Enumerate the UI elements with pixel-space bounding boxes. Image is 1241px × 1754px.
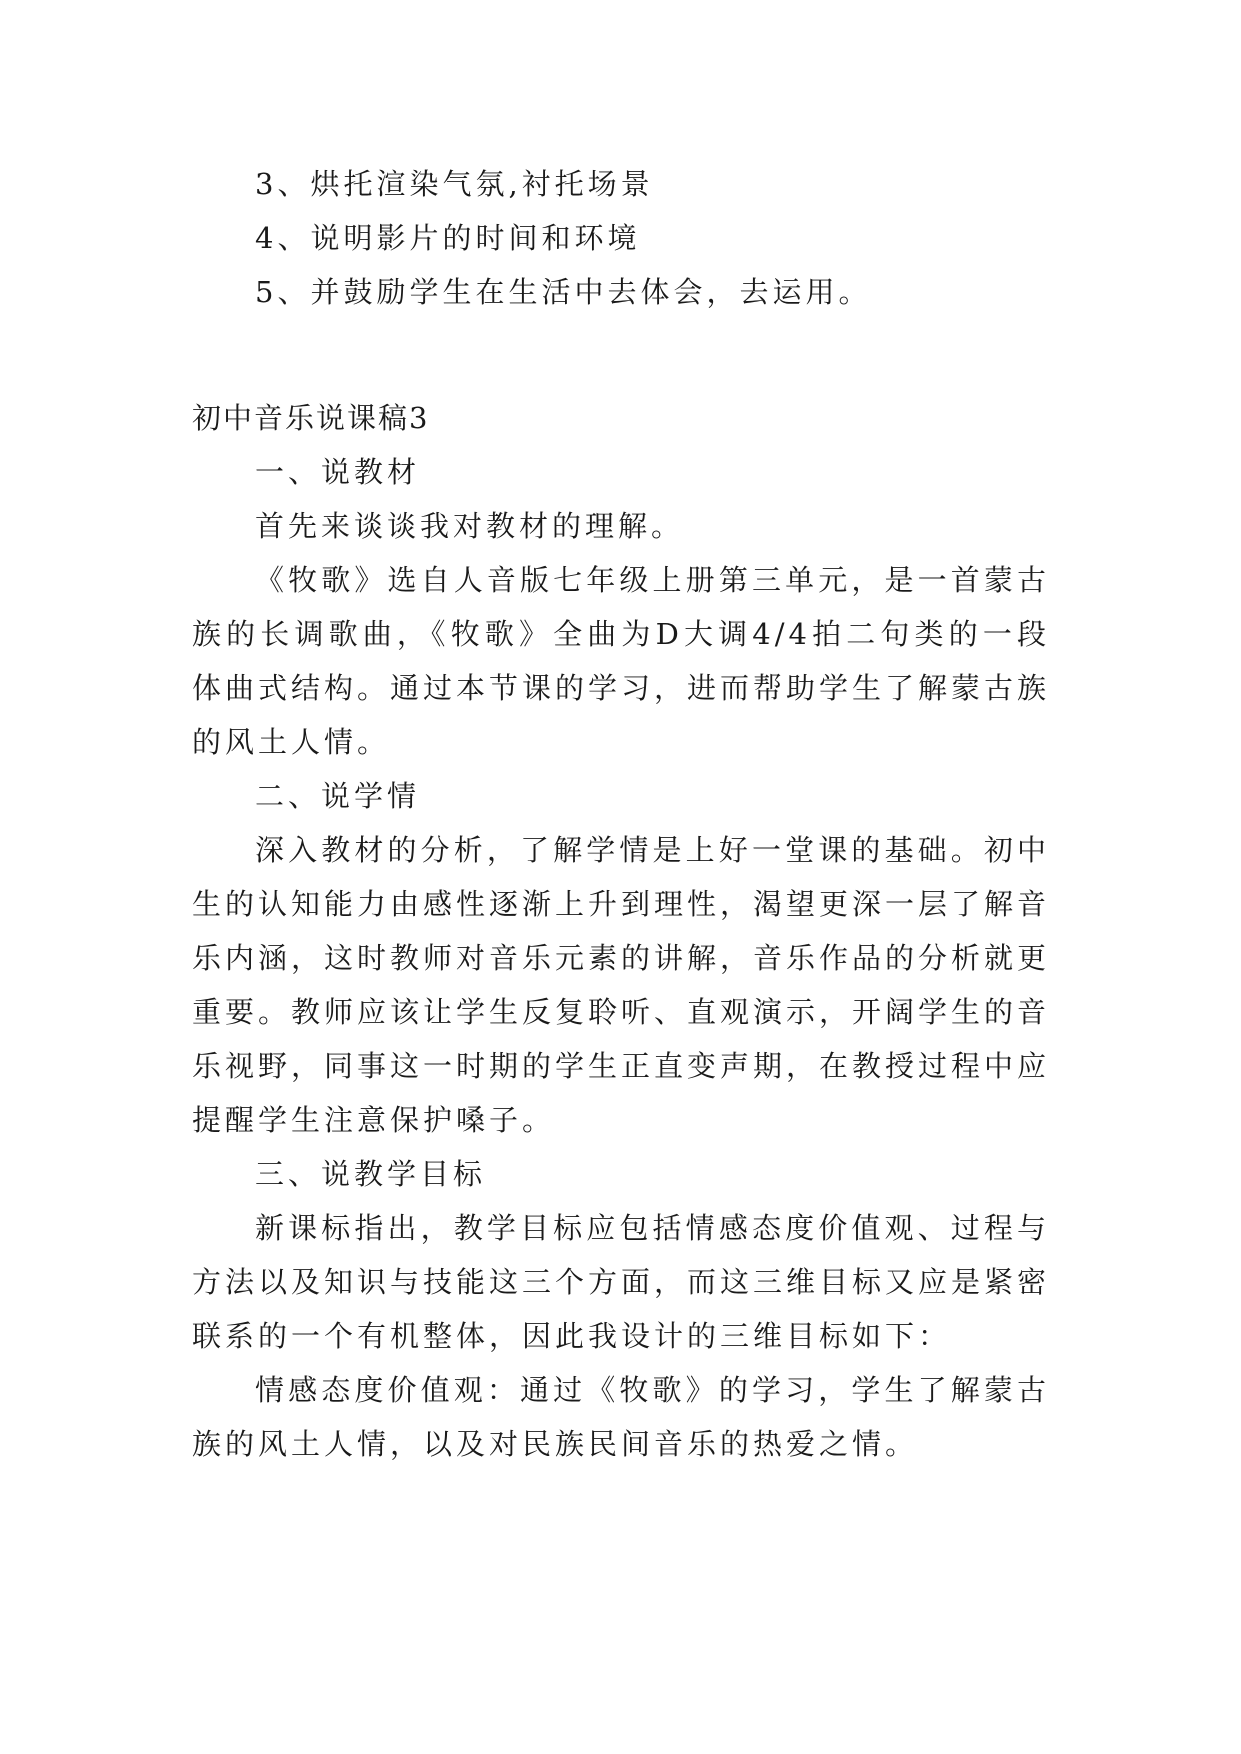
list-item-3: 3、烘托渲染气氛,衬托场景 bbox=[255, 167, 654, 201]
paragraph-line: 《牧歌》选自人音版七年级上册第三单元，是一首蒙古 bbox=[255, 563, 1050, 597]
section-title: 初中音乐说课稿3 bbox=[192, 401, 430, 435]
paragraph-line: 乐视野，同事这一时期的学生正直变声期，在教授过程中应 bbox=[192, 1049, 1051, 1083]
paragraph-line: 体曲式结构。通过本节课的学习，进而帮助学生了解蒙古族 bbox=[192, 671, 1051, 705]
list-item-4: 4、说明影片的时间和环境 bbox=[255, 221, 641, 255]
list-item-5: 5、并鼓励学生在生活中去体会，去运用。 bbox=[255, 275, 872, 309]
paragraph-line: 首先来谈谈我对教材的理解。 bbox=[255, 509, 685, 543]
paragraph-line: 重要。教师应该让学生反复聆听、直观演示，开阔学生的音 bbox=[192, 995, 1051, 1029]
paragraph-line: 族的长调歌曲，《牧歌》全曲为D大调4/4拍二句类的一段 bbox=[192, 617, 1050, 651]
paragraph-line: 提醒学生注意保护嗓子。 bbox=[192, 1103, 556, 1137]
heading-objectives: 三、说教学目标 bbox=[255, 1157, 487, 1191]
paragraph-line: 深入教材的分析，了解学情是上好一堂课的基础。初中 bbox=[255, 833, 1050, 867]
paragraph-line: 方法以及知识与技能这三个方面，而这三维目标又应是紧密 bbox=[192, 1265, 1051, 1299]
paragraph-line: 乐内涵，这时教师对音乐元素的讲解，音乐作品的分析就更 bbox=[192, 941, 1051, 975]
paragraph-line: 生的认知能力由感性逐渐上升到理性，渴望更深一层了解音 bbox=[192, 887, 1051, 921]
paragraph-line: 的风土人情。 bbox=[192, 725, 391, 759]
paragraph-line: 新课标指出，教学目标应包括情感态度价值观、过程与 bbox=[255, 1211, 1050, 1245]
paragraph-line: 族的风土人情，以及对民族民间音乐的热爱之情。 bbox=[192, 1427, 919, 1461]
heading-learners: 二、说学情 bbox=[255, 779, 421, 813]
paragraph-line: 情感态度价值观：通过《牧歌》的学习，学生了解蒙古 bbox=[255, 1373, 1050, 1407]
paragraph-line: 联系的一个有机整体，因此我设计的三维目标如下： bbox=[192, 1319, 952, 1353]
heading-textbook: 一、说教材 bbox=[255, 455, 421, 489]
